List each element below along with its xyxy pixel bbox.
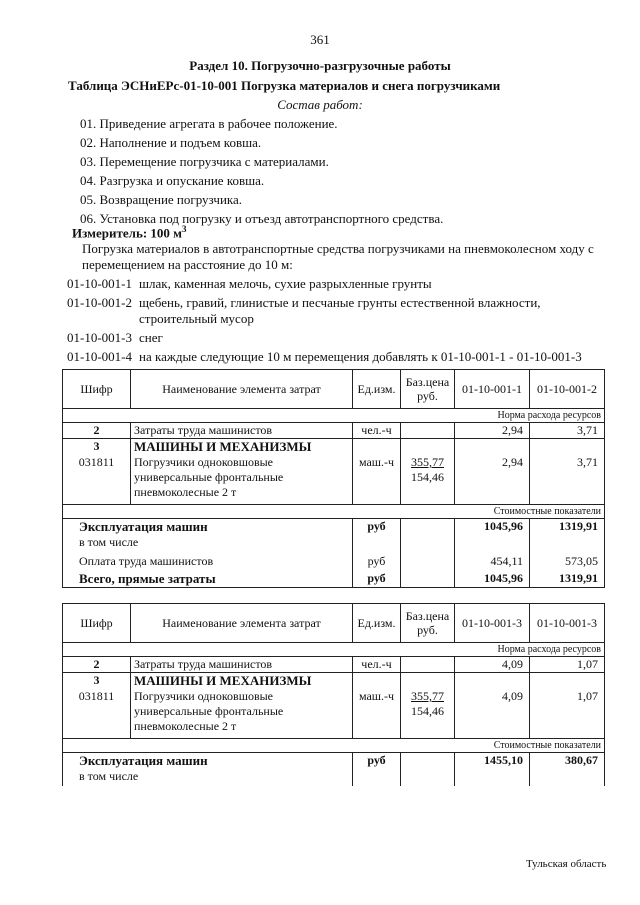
- machine-name: Погрузчики одноковшовые универсальные фронтальные пневмоколесные 2 т: [131, 455, 353, 505]
- header-col2: 01-10-001-3: [530, 604, 605, 643]
- code-row: [67, 330, 599, 346]
- machine-price-1: 355,77: [411, 455, 444, 469]
- meter-label: Измеритель: 100 м: [72, 225, 183, 241]
- code-description: щебень, гравий, глинистые и песчаные грунты естественной влажности, строительный мусор: [139, 295, 541, 326]
- machines-group-code: 3: [63, 673, 131, 690]
- norm-caption-row: [63, 643, 605, 657]
- exploitation-value-1: 1045,96: [455, 519, 530, 536]
- machines-group-title: МАШИНЫ И МЕХАНИЗМЫ: [131, 673, 353, 690]
- machine-price: [401, 689, 455, 739]
- norm-caption: Норма расхода ресурсов: [63, 409, 605, 423]
- labor-name: Затраты труда машинистов: [131, 657, 353, 673]
- including-label: в том числе: [63, 535, 353, 552]
- meter-unit: [72, 224, 187, 241]
- header-code: Шифр: [63, 370, 131, 409]
- table-row: [63, 769, 605, 786]
- code-description: снег: [139, 330, 163, 345]
- exploitation-value-2: 380,67: [530, 753, 605, 770]
- operation-item: 06. Установка под погрузку и отъезд автотранспортного средства.: [80, 211, 444, 226]
- exploitation-value-1: 1455,10: [455, 753, 530, 770]
- machine-value-2: 3,71: [530, 455, 605, 505]
- including-label: в том числе: [63, 769, 353, 786]
- labor-value-1: 4,09: [455, 657, 530, 673]
- machine-price-2: 154,46: [411, 704, 444, 718]
- labor-unit: чел.-ч: [353, 423, 401, 439]
- operation-item: 01. Приведение агрегата в рабочее положение.: [80, 116, 338, 131]
- machine-code: 031811: [63, 689, 131, 739]
- wage-label: Оплата труда машинистов: [63, 552, 353, 571]
- total-label: Всего, прямые затраты: [63, 571, 353, 588]
- wage-unit: руб: [353, 552, 401, 571]
- exploitation-unit: руб: [353, 519, 401, 536]
- intro-text: Погрузка материалов в автотранспортные средства погрузчиками на пневмоколесном ходу с перемещением на расстояние до 10 м:: [82, 241, 594, 272]
- table-row: [63, 535, 605, 552]
- norm-caption-row: [63, 409, 605, 423]
- table-row: [63, 689, 605, 739]
- total-unit: руб: [353, 571, 401, 588]
- labor-value-2: 1,07: [530, 657, 605, 673]
- operation-item: 04. Разгрузка и опускание ковша.: [80, 173, 265, 188]
- header-unit: Ед.изм.: [353, 370, 401, 409]
- machine-price-1: 355,77: [411, 689, 444, 703]
- table-row: [63, 439, 605, 456]
- header-col1: 01-10-001-3: [455, 604, 530, 643]
- cost-caption: Стоимостные показатели: [63, 739, 605, 753]
- code-row: [67, 295, 599, 327]
- header-name: Наименование элемента затрат: [131, 604, 353, 643]
- table-row: [63, 753, 605, 770]
- code-list: [67, 276, 599, 368]
- header-name: Наименование элемента затрат: [131, 370, 353, 409]
- table-row: [63, 519, 605, 536]
- machine-value-1: 2,94: [455, 455, 530, 505]
- labor-unit: чел.-ч: [353, 657, 401, 673]
- machine-unit: маш.-ч: [353, 455, 401, 505]
- operations-list: [80, 114, 443, 228]
- cost-caption-row: [63, 505, 605, 519]
- exploitation-label: Эксплуатация машин: [63, 753, 353, 770]
- footer-region: Тульская область: [526, 858, 607, 870]
- labor-code: 2: [63, 657, 131, 673]
- table-row: [63, 455, 605, 505]
- wage-value-1: 454,11: [455, 552, 530, 571]
- header-price: Баз.цена руб.: [401, 370, 455, 409]
- total-value-1: 1045,96: [455, 571, 530, 588]
- operation-item: 03. Перемещение погрузчика с материалами.: [80, 154, 329, 169]
- code: 01-10-001-1: [67, 276, 132, 291]
- header-col2: 01-10-001-2: [530, 370, 605, 409]
- machine-code: 031811: [63, 455, 131, 505]
- table-row: [63, 673, 605, 690]
- labor-code: 2: [63, 423, 131, 439]
- code-row: [67, 349, 599, 365]
- code: 01-10-001-3: [67, 330, 132, 345]
- cost-caption-row: [63, 739, 605, 753]
- code: 01-10-001-2: [67, 295, 132, 310]
- table-title: Таблица ЭСНиЕРс-01-10-001 Погрузка материалов и снега погрузчиками: [68, 78, 501, 93]
- header-code: Шифр: [63, 604, 131, 643]
- machine-name: Погрузчики одноковшовые универсальные фронтальные пневмоколесные 2 т: [131, 689, 353, 739]
- machine-value-2: 1,07: [530, 689, 605, 739]
- code-description: на каждые следующие 10 м перемещения добавлять к 01-10-001-1 - 01-10-001-3: [139, 349, 582, 364]
- code: 01-10-001-4: [67, 349, 132, 364]
- table-header-row: [63, 370, 605, 409]
- labor-name: Затраты труда машинистов: [131, 423, 353, 439]
- code-row: [67, 276, 599, 292]
- composition-title: Состав работ:: [277, 97, 363, 112]
- table-row: [63, 571, 605, 588]
- total-value-2: 1319,91: [530, 571, 605, 588]
- header-unit: Ед.изм.: [353, 604, 401, 643]
- section-title: Раздел 10. Погрузочно-разгрузочные работы: [189, 58, 451, 73]
- table-row: [63, 423, 605, 439]
- exploitation-label: Эксплуатация машин: [63, 519, 353, 536]
- exploitation-value-2: 1319,91: [530, 519, 605, 536]
- code-description: шлак, каменная мелочь, сухие разрыхленные грунты: [139, 276, 432, 291]
- labor-value-1: 2,94: [455, 423, 530, 439]
- cost-table-2: [62, 603, 605, 786]
- machines-group-code: 3: [63, 439, 131, 456]
- wage-value-2: 573,05: [530, 552, 605, 571]
- machine-price-2: 154,46: [411, 470, 444, 484]
- machine-unit: маш.-ч: [353, 689, 401, 739]
- page-number: 361: [310, 32, 330, 47]
- table-row: [63, 552, 605, 571]
- exploitation-unit: руб: [353, 753, 401, 770]
- norm-caption: Норма расхода ресурсов: [63, 643, 605, 657]
- meter-superscript: 3: [182, 224, 187, 234]
- labor-value-2: 3,71: [530, 423, 605, 439]
- cost-table-1: [62, 369, 605, 588]
- header-col1: 01-10-001-1: [455, 370, 530, 409]
- table-row: [63, 657, 605, 673]
- machine-price: [401, 455, 455, 505]
- machine-value-1: 4,09: [455, 689, 530, 739]
- header-price: Баз.цена руб.: [401, 604, 455, 643]
- machines-group-title: МАШИНЫ И МЕХАНИЗМЫ: [131, 439, 353, 456]
- table-header-row: [63, 604, 605, 643]
- operation-item: 05. Возвращение погрузчика.: [80, 192, 243, 207]
- cost-caption: Стоимостные показатели: [63, 505, 605, 519]
- operation-item: 02. Наполнение и подъем ковша.: [80, 135, 262, 150]
